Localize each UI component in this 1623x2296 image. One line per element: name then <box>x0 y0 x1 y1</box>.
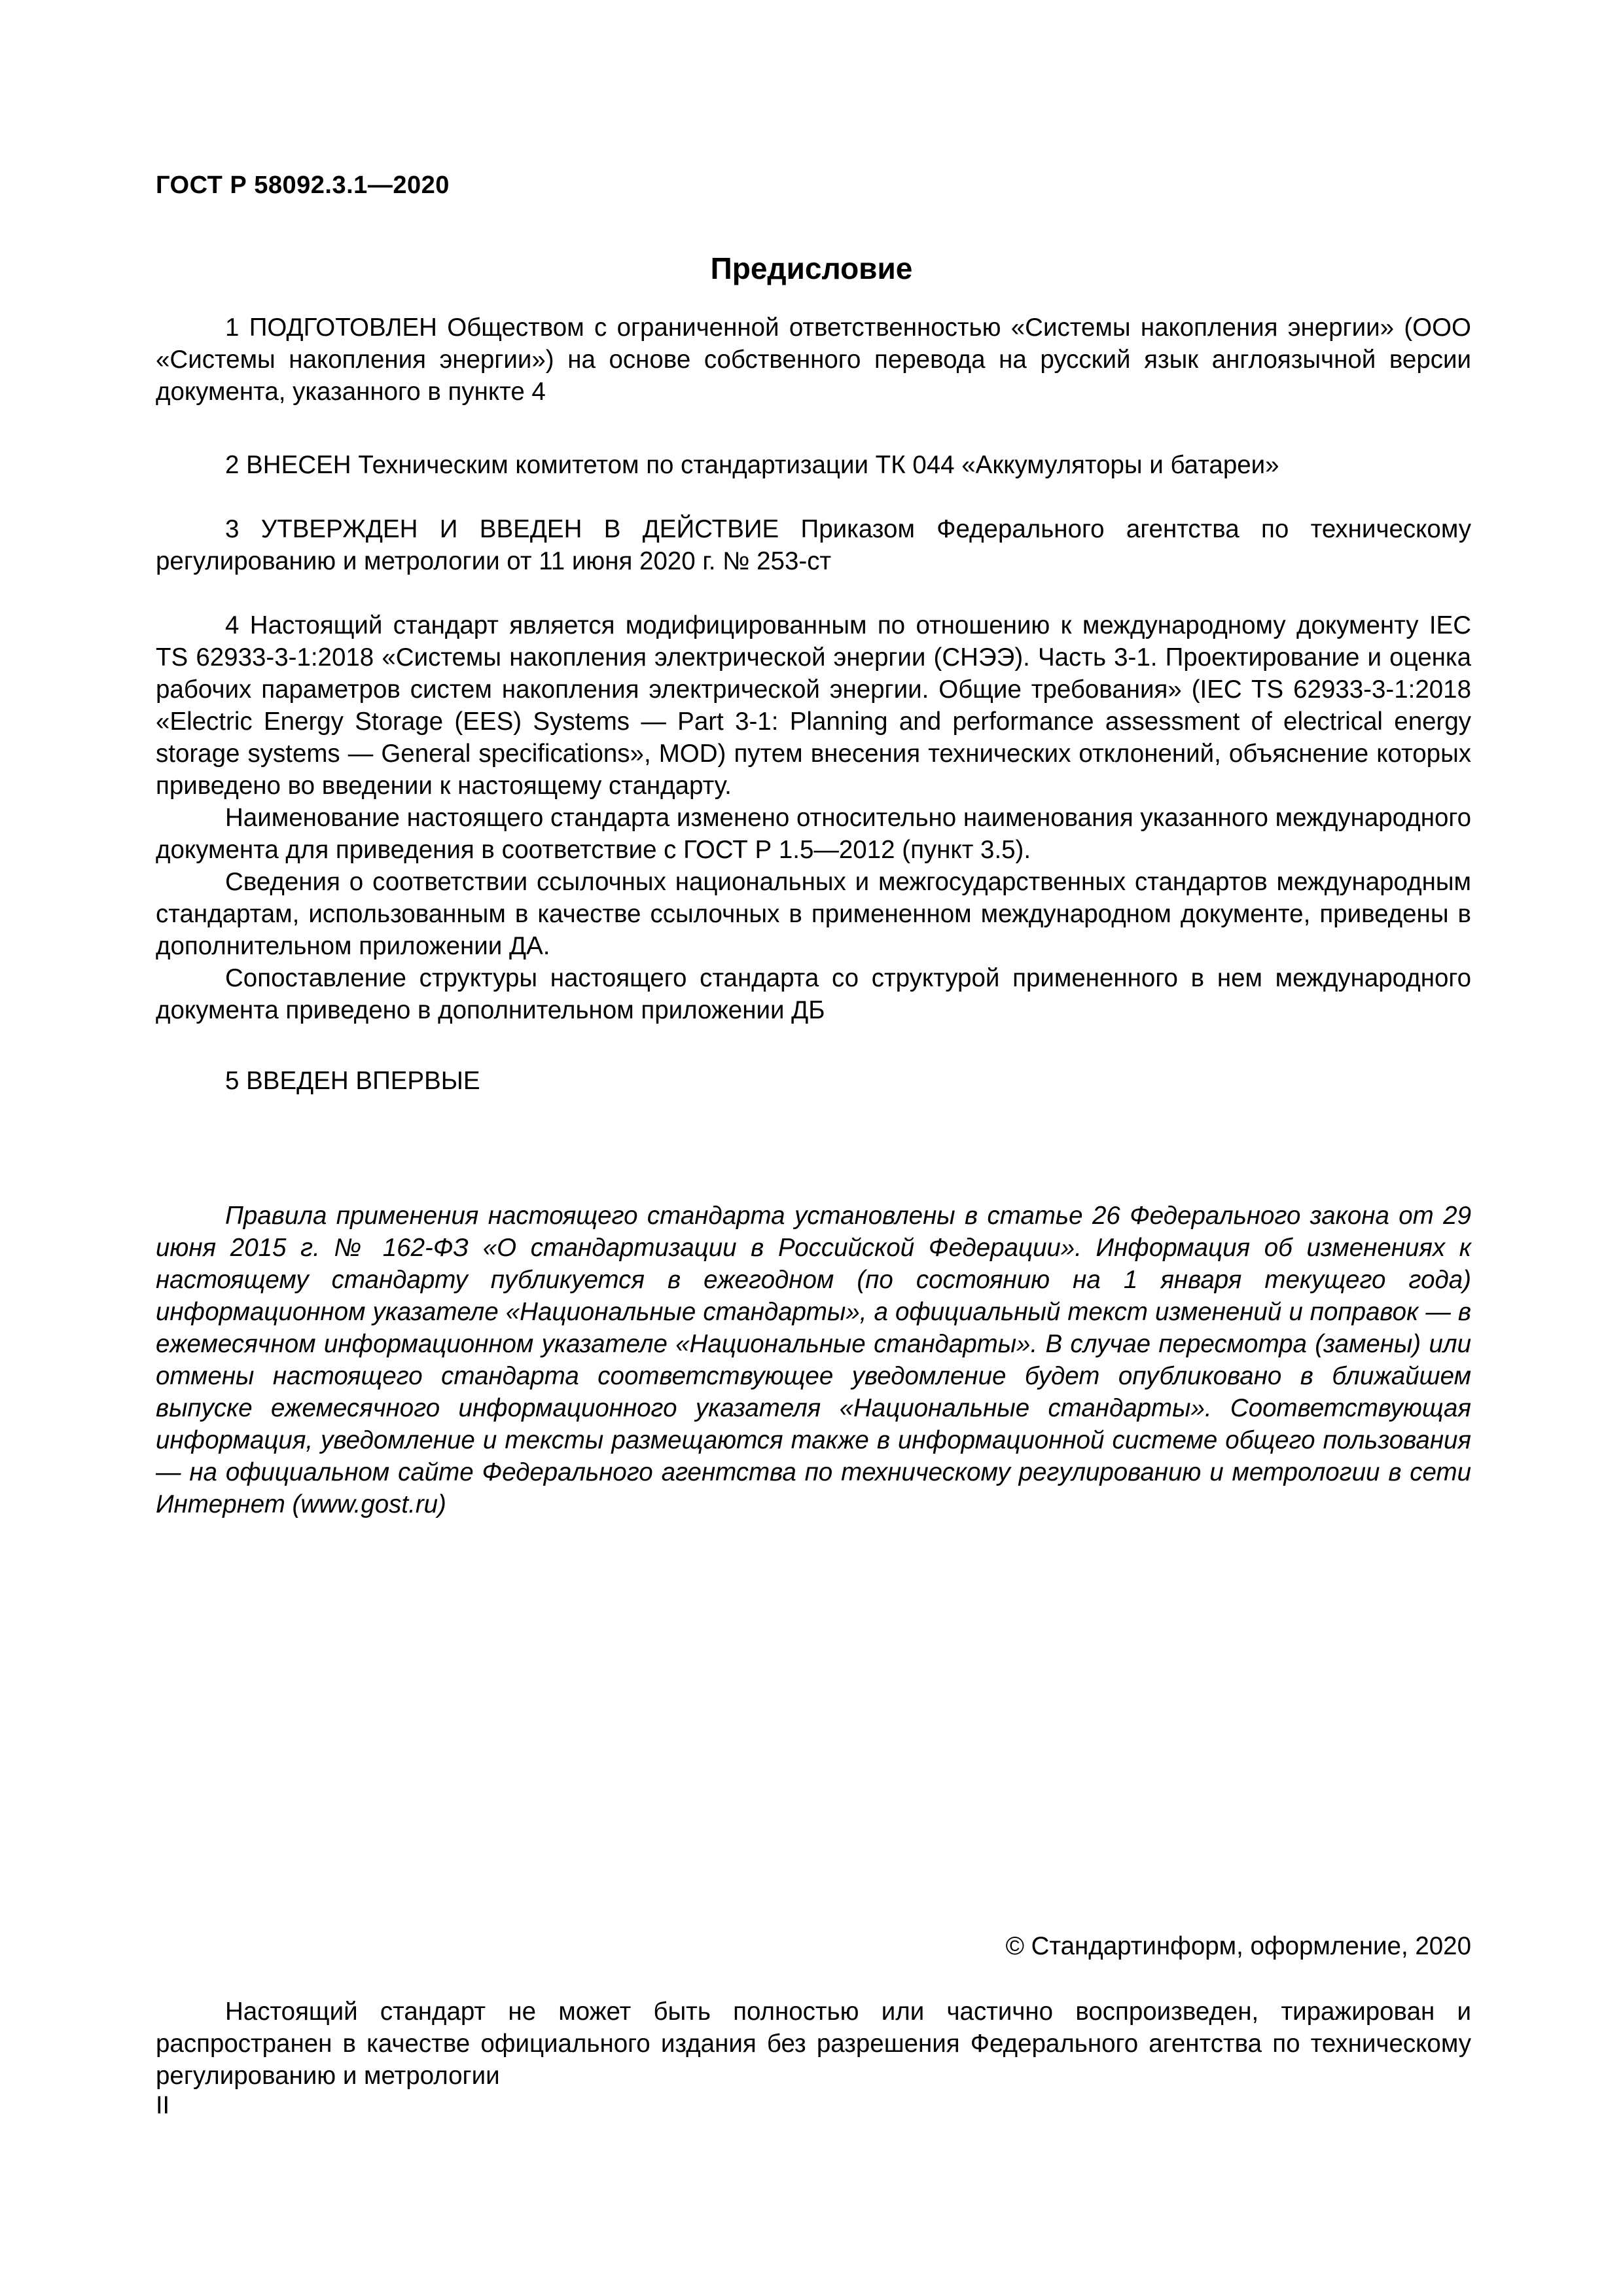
preface-item-4-para-3: Сведения о соответствии ссылочных национальных и межгосударственных стандартов международным стандартам, использованным в качестве ссылочных в примененном международном документе, приведены в дополнительном приложении ДА. <box>156 868 1471 960</box>
preface-item-5-text: 5 ВВЕДЕН ВПЕРВЫЕ <box>225 1067 480 1095</box>
preface-item-4-para-2: Наименование настоящего стандарта изменено относительно наименования указанного международного документа для приведения в соответствие с ГОСТ Р 1.5—2012 (пункт 3.5). <box>156 804 1471 864</box>
preface-item-5 <box>156 1065 1471 1097</box>
preface-item-3 <box>156 513 1471 577</box>
preface-item-3-text: 3 УТВЕРЖДЕН И ВВЕДЕН В ДЕЙСТВИЕ Приказом Федерального агентства по техническому регулированию и метрологии от 11 июня 2020 г. № 253-ст <box>156 515 1471 575</box>
reprint-notice <box>156 1996 1471 2092</box>
page-number: II <box>156 2092 170 2119</box>
preface-item-1 <box>156 312 1471 408</box>
rules-notice <box>156 1200 1471 1520</box>
preface-item-4-para-1: 4 Настоящий стандарт является модифицированным по отношению к международному документу IEC TS 62933-3-1:2018 «Системы накопления электрической энергии (СНЭЭ). Часть 3-1. Проектирование и оценка рабочих параметров систем накопления электрической энергии. Общие требования» (IEC TS 62933-3-1:2018 «Electric Energy Storage (EES) Systems — Part 3-1: Planning and performance assessment of electrical energy storage systems — General specifications», MOD) путем внесения технических отклонений, объяснение которых приведено во введении к настоящему стандарту. <box>156 611 1471 800</box>
preface-item-4-para-4: Сопоставление структуры настоящего стандарта со структурой примененного в нем международного документа приведено в дополнительном приложении ДБ <box>156 964 1471 1024</box>
standard-code: ГОСТ Р 58092.3.1—2020 <box>156 171 450 199</box>
preface-item-4 <box>156 609 1471 1026</box>
rules-notice-text: Правила применения настоящего стандарта установлены в статье 26 Федерального закона от 29 июня 2015 г. № 162-ФЗ «О стандартизации в Российской Федерации». Информация об изменениях к настоящему стандарту публикуется в ежегодном (по состоянию на 1 января текущего года) информационном указателе «Национальные стандарты», а официальный текст изменений и поправок — в ежемесячном информационном указателе «Национальные стандарты». В случае пересмотра (замены) или отмены настоящего стандарта соответствующее уведомление будет опубликовано в ближайшем выпуске ежемесячного информационного указателя «Национальные стандарты». Соответствующая информация, уведомление и тексты размещаются также в информационной системе общего пользования — на официальном сайте Федерального агентства по техническому регулированию и метрологии в сети Интернет (www.gost.ru) <box>156 1202 1471 1518</box>
reprint-notice-text: Настоящий стандарт не может быть полностью или частично воспроизведен, тиражирован и распространен в качестве официального издания без разрешения Федерального агентства по техническому регулированию и метрологии <box>156 1998 1471 2090</box>
preface-item-2 <box>156 449 1471 481</box>
copyright-line: © Стандартинформ, оформление, 2020 <box>1005 1932 1471 1960</box>
preface-item-2-text: 2 ВНЕСЕН Техническим комитетом по стандартизации ТК 044 «Аккумуляторы и батареи» <box>225 451 1279 479</box>
preface-item-1-text: 1 ПОДГОТОВЛЕН Обществом с ограниченной ответственностью «Системы накопления энергии» (ООО «Системы накопления энергии») на основе собственного перевода на русский язык англоязычной версии документа, указанного в пункте 4 <box>156 314 1471 406</box>
page-title: Предисловие <box>710 251 913 285</box>
